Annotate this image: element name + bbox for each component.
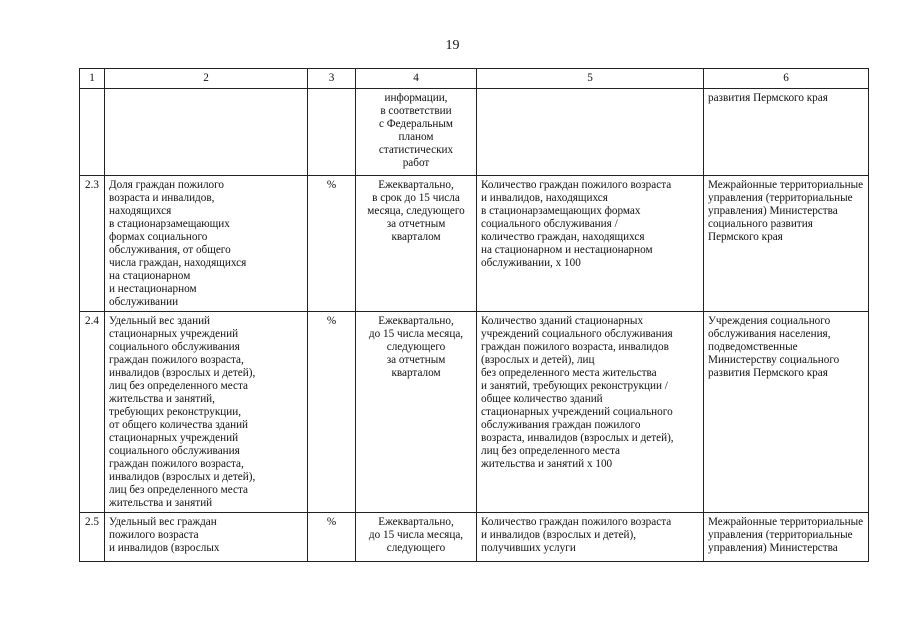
column-header: 1: [80, 69, 105, 89]
table-header-row: [80, 69, 869, 89]
source-text: Межрайонные территориальные управления (территориальные управления) Министерства: [708, 516, 864, 554]
indicators-table: [79, 68, 869, 562]
unit-cell: [308, 89, 356, 176]
source-cell: [704, 312, 869, 513]
indicator-name-cell: [105, 312, 308, 513]
unit-cell: %: [308, 176, 356, 312]
unit-cell: %: [308, 312, 356, 513]
row-number-cell: 2.3: [80, 176, 105, 312]
indicator-name-cell: [105, 513, 308, 562]
formula-text: Количество зданий стационарных учреждений социального обслуживания граждан пожилого возраста, инвалидов (взрослых и детей), лиц без определенного места жительства и занятий, требующих реконструкции / общее количество зданий стационарных учреждений социального обслуживания граждан пожилого возраста, инвалидов (взрослых и детей), лиц без определенного места жительства и занятий х 100: [481, 315, 674, 470]
column-header: 3: [308, 69, 356, 89]
source-text: развития Пермского края: [708, 92, 828, 104]
table-row: [80, 176, 869, 312]
row-number-cell: 2.5: [80, 513, 105, 562]
source-cell: [704, 89, 869, 176]
source-text: Учреждения социального обслуживания населения, подведомственные Министерству социального развития Пермского края: [708, 315, 840, 379]
formula-text: Количество граждан пожилого возраста и инвалидов, находящихся в стационарзамещающих формах социального обслуживания / количество граждан, находящихся на стационарном и нестационарном обслуживании, х 100: [481, 179, 672, 269]
table-row: [80, 513, 869, 562]
period-text: информации, в соответствии с Федеральным планом статистических работ: [378, 92, 454, 169]
table-row: [80, 89, 869, 176]
column-header: 4: [356, 69, 477, 89]
indicator-name-cell: [105, 176, 308, 312]
row-number-cell: [80, 89, 105, 176]
period-cell: [356, 513, 477, 562]
row-number-cell: 2.4: [80, 312, 105, 513]
formula-text: Количество граждан пожилого возраста и инвалидов (взрослых и детей), получивших услуги: [481, 516, 672, 554]
indicator-name: Удельный вес граждан пожилого возраста и инвалидов (взрослых: [109, 516, 220, 554]
period-cell: [356, 89, 477, 176]
formula-cell: [477, 312, 704, 513]
period-cell: [356, 312, 477, 513]
column-header: 6: [704, 69, 869, 89]
indicator-name: Удельный вес зданий стационарных учреждений социального обслуживания граждан пожилого возраста, инвалидов (взрослых и детей), лиц без определенного места жительства и занятий, требующих реконструкции, от общего количества зданий стационарных учреждений социального обслуживания граждан пожилого возраста, инвалидов (взрослых и детей), лиц без определенного места жительства и занятий: [109, 315, 256, 509]
formula-cell: [477, 513, 704, 562]
period-cell: [356, 176, 477, 312]
source-cell: [704, 513, 869, 562]
source-cell: [704, 176, 869, 312]
column-header: 2: [105, 69, 308, 89]
unit-cell: %: [308, 513, 356, 562]
formula-cell: [477, 176, 704, 312]
indicator-name: Доля граждан пожилого возраста и инвалидов, находящихся в стационарзамещающих формах социального обслуживания, от общего числа граждан, находящихся на стационарном и нестационарном обслуживании: [109, 179, 247, 308]
page-number: 19: [445, 38, 460, 53]
indicator-name-cell: [105, 89, 308, 176]
column-header: 5: [477, 69, 704, 89]
source-text: Межрайонные территориальные управления (территориальные управления) Министерства социального развития Пермского края: [708, 179, 864, 243]
period-text: Ежеквартально, до 15 числа месяца, следующего за отчетным кварталом: [368, 315, 464, 379]
formula-cell: [477, 89, 704, 176]
table-row: [80, 312, 869, 513]
period-text: Ежеквартально, до 15 числа месяца, следующего: [368, 516, 464, 554]
period-text: Ежеквартально, в срок до 15 числа месяца, следующего за отчетным кварталом: [367, 179, 465, 243]
